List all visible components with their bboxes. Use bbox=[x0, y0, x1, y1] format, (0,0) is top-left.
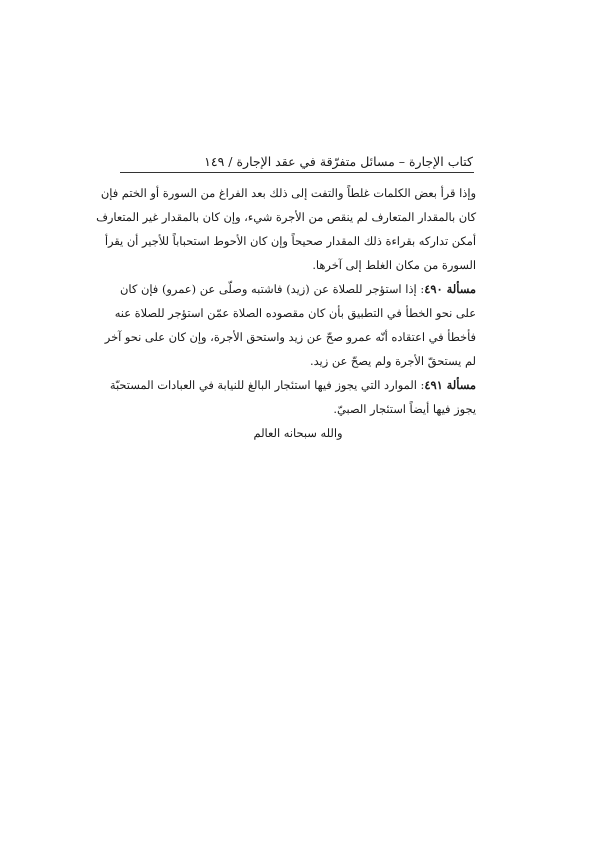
closing-phrase: والله سبحانه العالم bbox=[253, 426, 343, 440]
issue-number: مسألة ٤٩١ bbox=[424, 378, 476, 392]
text-line: فأخطأ في اعتقاده أنّه عمرو صحّ عن زيد واستحق الأجرة، وإن كان على نحو آخر bbox=[104, 330, 476, 344]
issue-491 bbox=[109, 373, 476, 421]
text-line: يجوز فيها أيضاً استئجار الصبيّ. bbox=[333, 402, 476, 416]
text-line bbox=[109, 373, 476, 397]
paragraph-reading-mistake bbox=[96, 181, 476, 277]
text-line bbox=[120, 277, 476, 301]
issue-text: : الموارد التي يجوز فيها استئجار البالغ للنيابة في العبادات المستحبّة bbox=[109, 378, 425, 392]
text-line: وإذا قرأ بعض الكلمات غلطاً والتفت إلى ذلك بعد الفراغ من السورة أو الختم فإن bbox=[100, 186, 476, 200]
text-line: كان بالمقدار المتعارف لم ينقص من الأجرة شيء، وإن كان بالمقدار غير المتعارف bbox=[96, 210, 476, 224]
text-line: لم يستحقّ الأجرة ولم يصحّ عن زيد. bbox=[309, 354, 476, 368]
issue-490 bbox=[104, 277, 476, 373]
text-line: أمكن تداركه بقراءة ذلك المقدار صحيحاً وإن كان الأحوط استحباباً للأجير أن يقرأ bbox=[104, 234, 476, 248]
page-body bbox=[96, 181, 476, 445]
issue-text: : إذا استؤجر للصلاة عن (زيد) فاشتبه وصلّى عن (عمرو) فإن كان bbox=[120, 282, 425, 296]
header-divider bbox=[120, 172, 474, 173]
text-line: السورة من مكان الغلط إلى آخرها. bbox=[312, 258, 476, 272]
issue-number: مسألة ٤٩٠ bbox=[424, 282, 476, 296]
running-header: كتاب الإجارة – مسائل متفرّقة في عقد الإجارة / ١٤٩ bbox=[204, 154, 473, 169]
text-line: على نحو الخطأ في التطبيق بأن كان مقصوده الصلاة عمّن استؤجر للصلاة عنه bbox=[114, 306, 476, 320]
